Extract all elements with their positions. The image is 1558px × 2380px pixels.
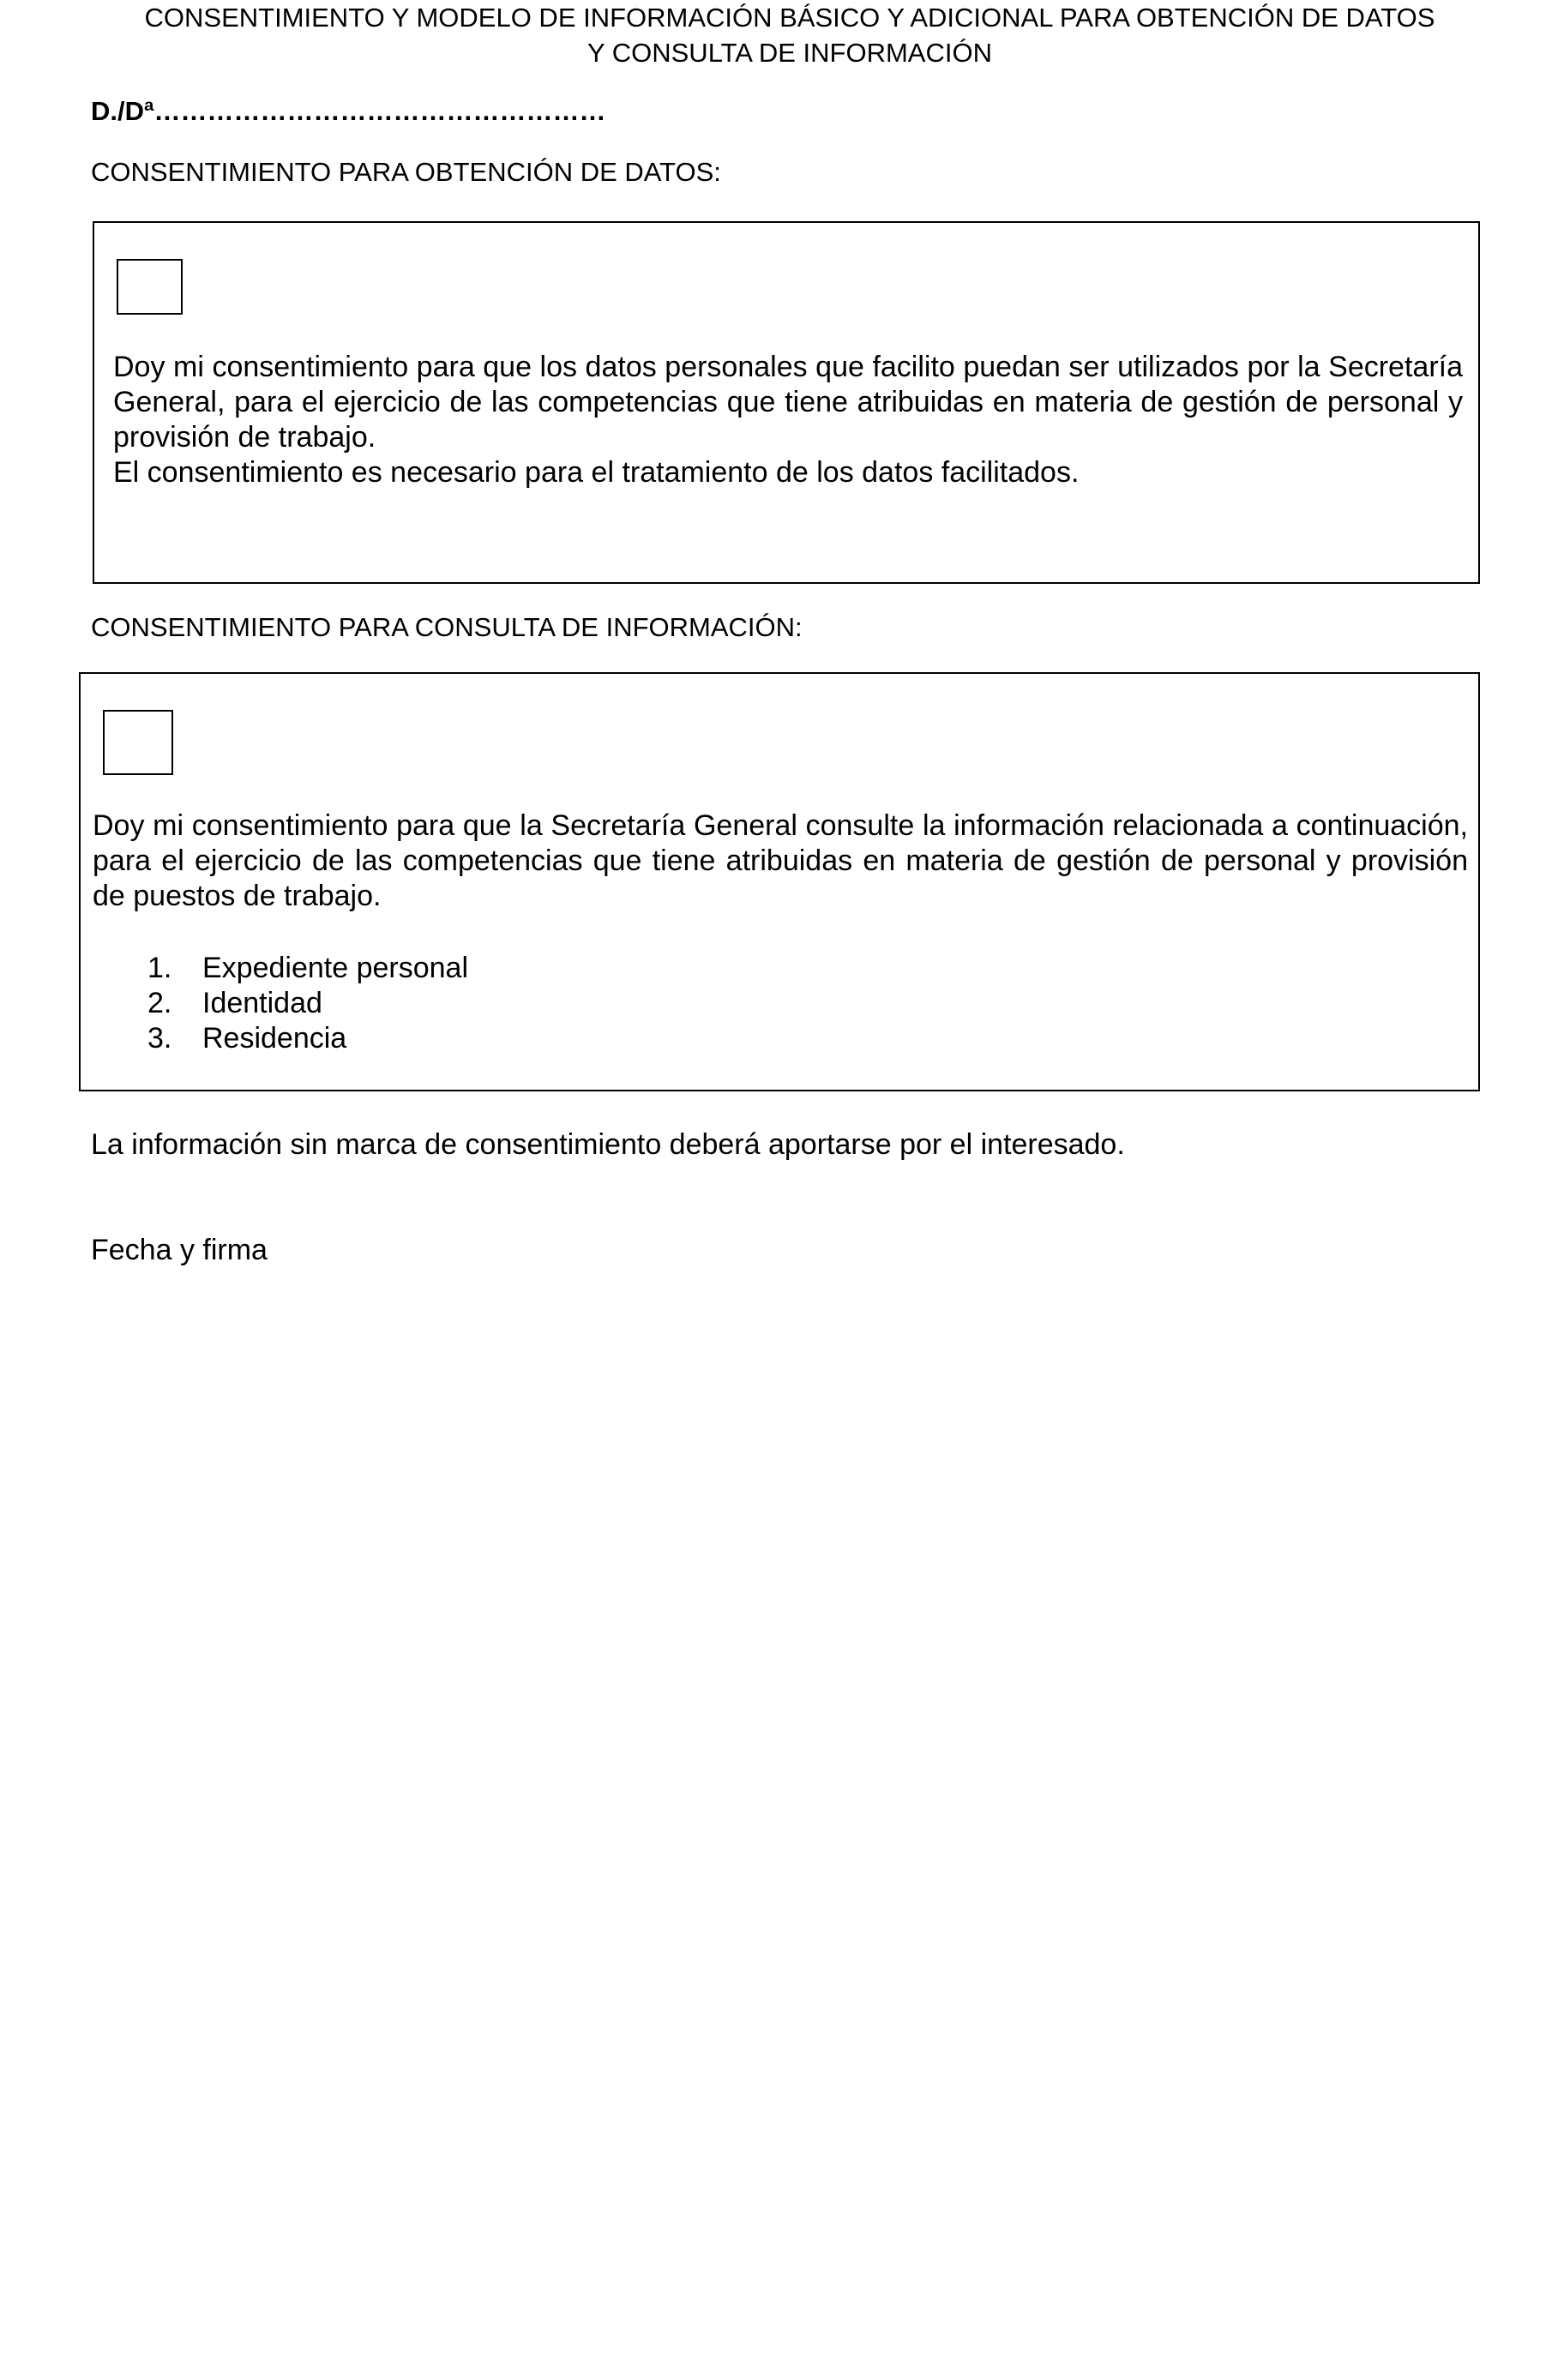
list-item-number: 2.	[147, 987, 172, 1019]
name-field[interactable]: D./Dª……………………………………………	[91, 96, 606, 126]
query-consent-paragraph: Doy mi consentimiento para que la Secretaría General consulte la información relacionada a continuación, para el ejercicio de las competencias que tiene atribuidas en materia de gestión de personal y provisión de puestos de trabajo.	[93, 809, 1468, 912]
list-item-label: Identidad	[202, 987, 322, 1019]
data-consent-heading: CONSENTIMIENTO PARA OBTENCIÓN DE DATOS:	[91, 157, 721, 187]
document-title-line-2: Y CONSULTA DE INFORMACIÓN	[587, 38, 992, 68]
document-title-line-1: CONSENTIMIENTO Y MODELO DE INFORMACIÓN BÁSICO Y ADICIONAL PARA OBTENCIÓN DE DATOS	[144, 3, 1435, 33]
query-consent-list	[147, 951, 468, 1056]
list-item-label: Residencia	[202, 1022, 347, 1055]
data-consent-text	[113, 350, 1463, 490]
data-consent-paragraph: Doy mi consentimiento para que los datos personales que facilito puedan ser utilizados por la Secretaría General, para el ejercicio de las competencias que tiene atribuidas en materia de gestión de personal y provisión de trabajo.	[113, 351, 1463, 454]
query-consent-text	[93, 808, 1468, 914]
signature-label: Fecha y firma	[91, 1234, 268, 1266]
query-consent-checkbox[interactable]	[103, 710, 173, 775]
list-item	[147, 951, 468, 986]
list-item-number: 3.	[147, 1022, 172, 1055]
query-consent-heading: CONSENTIMIENTO PARA CONSULTA DE INFORMACIÓN:	[91, 612, 803, 642]
document-title	[51, 0, 1528, 70]
list-item	[147, 986, 468, 1021]
query-consent-box	[79, 672, 1480, 1091]
data-consent-necessity-note: El consentimiento es necesario para el tratamiento de los datos facilitados.	[113, 456, 1080, 489]
list-item-number: 1.	[147, 952, 172, 984]
missing-consent-note: La información sin marca de consentimiento deberá aportarse por el interesado.	[91, 1128, 1125, 1161]
list-item-label: Expediente personal	[202, 952, 469, 984]
data-consent-checkbox[interactable]	[117, 259, 183, 315]
list-item	[147, 1021, 468, 1056]
data-consent-box	[93, 221, 1480, 584]
